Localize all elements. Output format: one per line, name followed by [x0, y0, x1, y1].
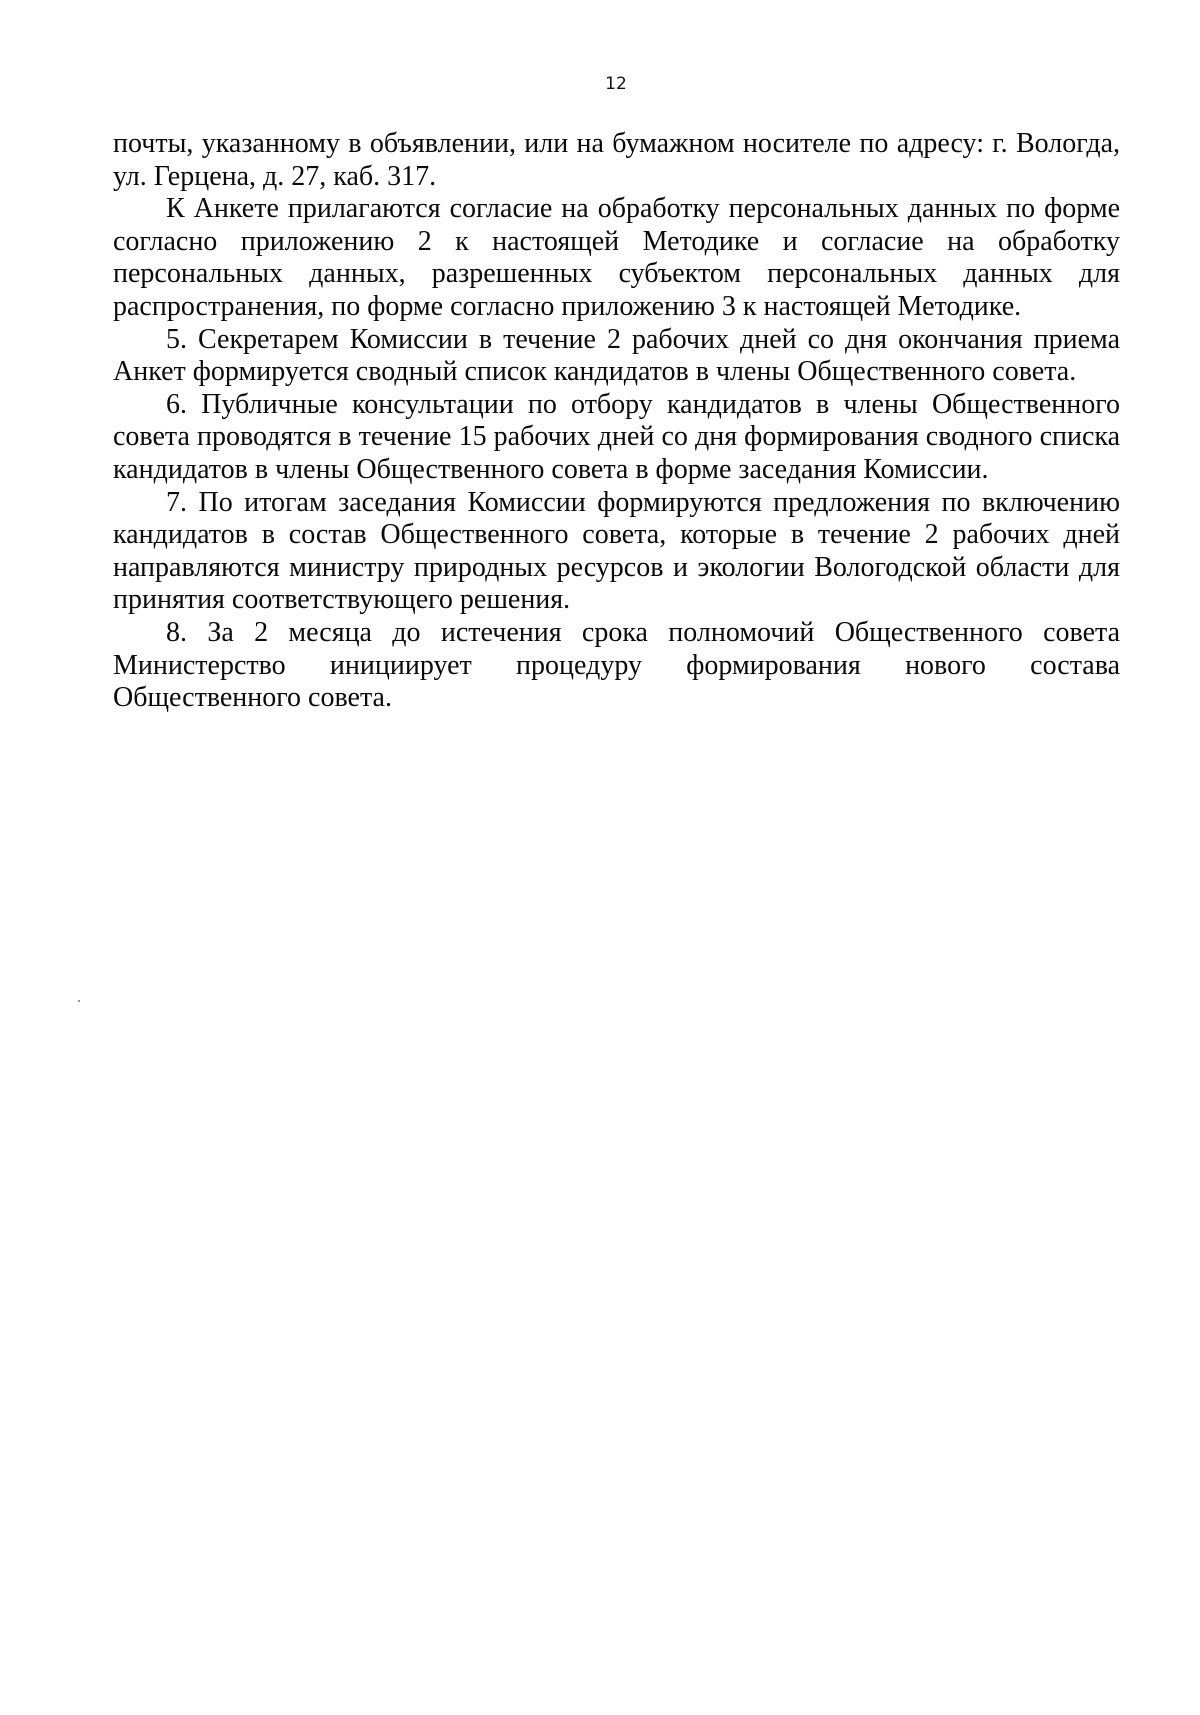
paragraph-address-continuation: почты, указанному в объявлении, или на бумажном носителе по адресу: г. Вологда, ул. Герцена, д. 27, каб. 317.: [113, 128, 1120, 192]
paragraph-item-8: 8. За 2 месяца до истечения срока полномочий Общественного совета Министерство инициирует процедуру формирования нового состава: [113, 616, 1120, 681]
paragraph-item-7: 7. По итогам заседания Комиссии формируются предложения по включению кандидатов в состав Общественного совета, которые в течение 2 рабочих дней направляются министру природных ресурсов и экологии Вологодской области для принятия соответствующего решения.: [113, 486, 1120, 616]
document-body: [113, 128, 1120, 715]
paragraph-item-5: 5. Секретарем Комиссии в течение 2 рабочих дней со дня окончания приема Анкет формируется сводный список кандидатов в члены Общественного совета.: [113, 323, 1120, 388]
page-number: 12: [605, 74, 627, 94]
paragraph-item-6: 6. Публичные консультации по отбору кандидатов в члены Общественного совета проводятся в течение 15 рабочих дней со дня формирования сводного списка кандидатов в члены Общественного совета в форме заседания Комиссии.: [113, 388, 1120, 485]
scan-speck: [78, 1000, 80, 1002]
paragraph-item-8-ending: Общественного совета.: [113, 682, 392, 714]
paragraph-attachments: К Анкете прилагаются согласие на обработку персональных данных по форме согласно приложению 2 к настоящей Методике и согласие на обработку персональных данных, разрешенных субъектом персональных данных для распространения, по форме согласно приложению 3 к настоящей Методике.: [113, 193, 1120, 322]
